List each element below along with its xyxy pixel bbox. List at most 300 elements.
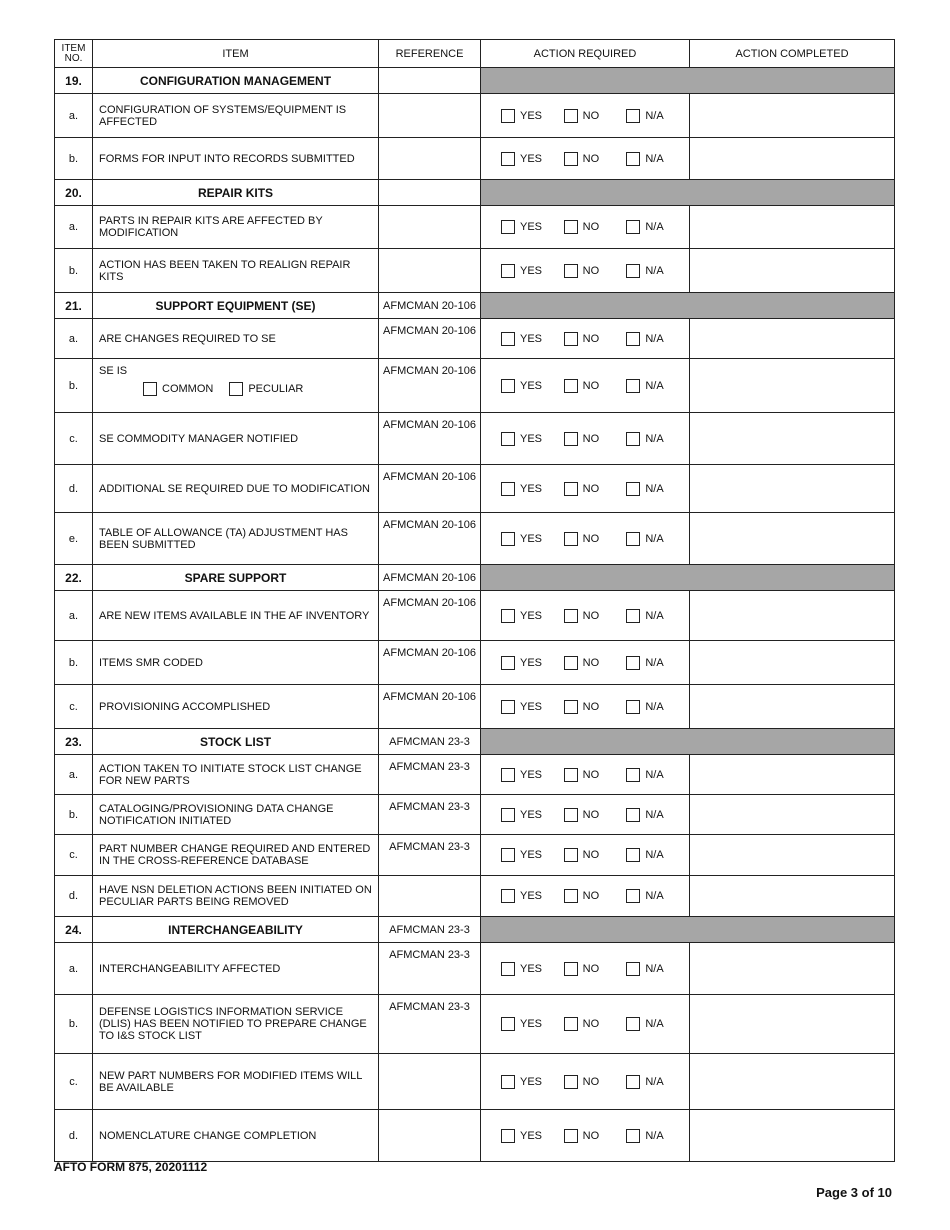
na-option[interactable] xyxy=(626,264,689,278)
yes-no-na-group xyxy=(481,152,689,166)
na-checkbox[interactable] xyxy=(626,1129,640,1143)
yes-option[interactable] xyxy=(501,1075,564,1089)
item-number: b. xyxy=(55,641,93,685)
se-common-checkbox[interactable] xyxy=(143,382,157,396)
reference: AFMCMAN 20-106 xyxy=(379,565,481,591)
item-description: NEW PART NUMBERS FOR MODIFIED ITEMS WILL BE AVAILABLE xyxy=(93,1054,379,1110)
no-option[interactable] xyxy=(564,264,627,278)
yes-checkbox[interactable] xyxy=(501,848,515,862)
na-label: N/A xyxy=(645,379,664,392)
item-number: 21. xyxy=(55,293,93,319)
na-option[interactable] xyxy=(626,656,689,670)
yes-option[interactable] xyxy=(501,332,564,346)
yes-no-na-group xyxy=(481,889,689,903)
item-number: c. xyxy=(55,685,93,729)
reference xyxy=(379,206,481,249)
no-checkbox[interactable] xyxy=(564,700,578,714)
action-required xyxy=(481,138,690,180)
reference: AFMCMAN 20-106 xyxy=(379,513,481,565)
item-description: ACTION HAS BEEN TAKEN TO REALIGN REPAIR KITS xyxy=(93,249,379,293)
no-checkbox[interactable] xyxy=(564,1129,578,1143)
yes-label: YES xyxy=(520,700,543,713)
action-completed-field[interactable] xyxy=(690,591,895,641)
item-description: PROVISIONING ACCOMPLISHED xyxy=(93,685,379,729)
no-option[interactable] xyxy=(564,109,627,123)
na-checkbox[interactable] xyxy=(626,609,640,623)
na-checkbox[interactable] xyxy=(626,700,640,714)
yes-no-na-group xyxy=(481,1017,689,1031)
no-option[interactable] xyxy=(564,220,627,234)
na-label: N/A xyxy=(645,264,664,277)
yes-no-na-group xyxy=(481,962,689,976)
item-number: b. xyxy=(55,795,93,835)
item-description-cell xyxy=(93,359,379,413)
no-option[interactable] xyxy=(564,1075,627,1089)
yes-no-na-group xyxy=(481,532,689,546)
yes-checkbox[interactable] xyxy=(501,962,515,976)
yes-checkbox[interactable] xyxy=(501,768,515,782)
no-label: NO xyxy=(582,808,600,821)
no-option[interactable] xyxy=(564,1017,627,1031)
table-row xyxy=(55,876,895,917)
no-option[interactable] xyxy=(564,432,627,446)
yes-no-na-group xyxy=(481,482,689,496)
no-option[interactable] xyxy=(564,962,627,976)
na-checkbox[interactable] xyxy=(626,848,640,862)
na-checkbox[interactable] xyxy=(626,152,640,166)
yes-checkbox[interactable] xyxy=(501,700,515,714)
shaded-area xyxy=(481,917,895,943)
na-checkbox[interactable] xyxy=(626,109,640,123)
reference xyxy=(379,180,481,206)
no-checkbox[interactable] xyxy=(564,1017,578,1031)
table-row xyxy=(55,249,895,293)
yes-option[interactable] xyxy=(501,1017,564,1031)
table-row xyxy=(55,319,895,359)
na-label: N/A xyxy=(645,332,664,345)
action-required xyxy=(481,795,690,835)
yes-no-na-group xyxy=(481,379,689,393)
no-option[interactable] xyxy=(564,482,627,496)
yes-option[interactable] xyxy=(501,889,564,903)
na-checkbox[interactable] xyxy=(626,656,640,670)
item-number: b. xyxy=(55,249,93,293)
table-row xyxy=(55,1054,895,1110)
yes-label: YES xyxy=(520,609,543,622)
action-required xyxy=(481,641,690,685)
section-title: STOCK LIST xyxy=(93,729,379,755)
na-option[interactable] xyxy=(626,609,689,623)
no-checkbox[interactable] xyxy=(564,1075,578,1089)
table-row xyxy=(55,795,895,835)
na-checkbox[interactable] xyxy=(626,332,640,346)
action-completed-field[interactable] xyxy=(690,943,895,995)
na-checkbox[interactable] xyxy=(626,768,640,782)
action-completed-field[interactable] xyxy=(690,876,895,917)
na-option[interactable] xyxy=(626,152,689,166)
no-label: NO xyxy=(582,609,600,622)
table-row xyxy=(55,835,895,876)
no-label: NO xyxy=(582,379,600,392)
item-number: c. xyxy=(55,1054,93,1110)
item-description: PART NUMBER CHANGE REQUIRED AND ENTERED IN THE CROSS-REFERENCE DATABASE xyxy=(93,835,379,876)
na-checkbox[interactable] xyxy=(626,220,640,234)
yes-checkbox[interactable] xyxy=(501,109,515,123)
yes-option[interactable] xyxy=(501,768,564,782)
yes-label: YES xyxy=(520,849,543,861)
no-checkbox[interactable] xyxy=(564,152,578,166)
yes-label: YES xyxy=(520,890,543,902)
na-option[interactable] xyxy=(626,482,689,496)
yes-label: YES xyxy=(520,432,543,445)
yes-option[interactable] xyxy=(501,962,564,976)
no-checkbox[interactable] xyxy=(564,889,578,903)
no-label: NO xyxy=(582,221,600,233)
yes-no-na-group xyxy=(481,109,689,123)
no-checkbox[interactable] xyxy=(564,656,578,670)
item-number: 23. xyxy=(55,729,93,755)
yes-checkbox[interactable] xyxy=(501,482,515,496)
item-number: 24. xyxy=(55,917,93,943)
no-option[interactable] xyxy=(564,379,627,393)
yes-option[interactable] xyxy=(501,109,564,123)
na-option[interactable] xyxy=(626,432,689,446)
yes-option[interactable] xyxy=(501,1129,564,1143)
action-completed-field[interactable] xyxy=(690,465,895,513)
na-option[interactable] xyxy=(626,808,689,822)
no-option[interactable] xyxy=(564,1129,627,1143)
item-number: d. xyxy=(55,465,93,513)
yes-label: YES xyxy=(520,109,543,122)
yes-checkbox[interactable] xyxy=(501,1075,515,1089)
no-checkbox[interactable] xyxy=(564,768,578,782)
na-label: N/A xyxy=(645,768,664,781)
table-row xyxy=(55,685,895,729)
item-description: ARE CHANGES REQUIRED TO SE xyxy=(93,319,379,359)
item-number: e. xyxy=(55,513,93,565)
action-required xyxy=(481,249,690,293)
yes-checkbox[interactable] xyxy=(501,1129,515,1143)
yes-checkbox[interactable] xyxy=(501,609,515,623)
action-completed-field[interactable] xyxy=(690,413,895,465)
action-required xyxy=(481,206,690,249)
action-required xyxy=(481,465,690,513)
na-option[interactable] xyxy=(626,1017,689,1031)
no-checkbox[interactable] xyxy=(564,532,578,546)
item-number: 20. xyxy=(55,180,93,206)
no-option[interactable] xyxy=(564,152,627,166)
form-id: AFTO FORM 875, 20201112 xyxy=(54,1160,208,1174)
na-option[interactable] xyxy=(626,962,689,976)
reference: AFMCMAN 20-106 xyxy=(379,293,481,319)
yes-checkbox[interactable] xyxy=(501,220,515,234)
na-label: N/A xyxy=(645,1075,664,1088)
item-number: 19. xyxy=(55,68,93,94)
reference xyxy=(379,1110,481,1162)
action-completed-field[interactable] xyxy=(690,359,895,413)
shaded-area xyxy=(481,68,895,94)
action-completed-field[interactable] xyxy=(690,206,895,249)
yes-no-na-group xyxy=(481,808,689,822)
na-option[interactable] xyxy=(626,109,689,123)
no-option[interactable] xyxy=(564,848,627,862)
section-row xyxy=(55,729,895,755)
yes-no-na-group xyxy=(481,1075,689,1089)
na-option[interactable] xyxy=(626,768,689,782)
na-label: N/A xyxy=(645,609,664,622)
reference: AFMCMAN 20-106 xyxy=(379,641,481,685)
yes-checkbox[interactable] xyxy=(501,1017,515,1031)
yes-option[interactable] xyxy=(501,700,564,714)
no-label: NO xyxy=(582,962,600,975)
action-completed-field[interactable] xyxy=(690,755,895,795)
table-row xyxy=(55,206,895,249)
table-row xyxy=(55,1110,895,1162)
na-option[interactable] xyxy=(626,332,689,346)
page-number: Page 3 of 10 xyxy=(816,1185,892,1200)
reference xyxy=(379,1054,481,1110)
yes-no-na-group xyxy=(481,609,689,623)
yes-option[interactable] xyxy=(501,432,564,446)
section-row xyxy=(55,180,895,206)
se-peculiar-option[interactable] xyxy=(229,382,303,396)
action-required xyxy=(481,876,690,917)
yes-label: YES xyxy=(520,656,543,669)
no-label: NO xyxy=(582,890,600,902)
yes-label: YES xyxy=(520,482,543,495)
table-row xyxy=(55,94,895,138)
na-label: N/A xyxy=(645,808,664,821)
yes-no-na-group xyxy=(481,1129,689,1143)
action-required xyxy=(481,94,690,138)
action-completed-field[interactable] xyxy=(690,249,895,293)
na-checkbox[interactable] xyxy=(626,532,640,546)
no-option[interactable] xyxy=(564,768,627,782)
no-option[interactable] xyxy=(564,808,627,822)
na-checkbox[interactable] xyxy=(626,482,640,496)
action-completed-field[interactable] xyxy=(690,513,895,565)
no-label: NO xyxy=(582,1129,600,1142)
reference xyxy=(379,138,481,180)
na-label: N/A xyxy=(645,656,664,669)
yes-label: YES xyxy=(520,1075,543,1088)
item-number: c. xyxy=(55,413,93,465)
item-number: 22. xyxy=(55,565,93,591)
se-common-option[interactable] xyxy=(143,382,213,396)
item-description: PARTS IN REPAIR KITS ARE AFFECTED BY MODIFICATION xyxy=(93,206,379,249)
table-row xyxy=(55,995,895,1054)
table-row xyxy=(55,465,895,513)
no-checkbox[interactable] xyxy=(564,482,578,496)
section-title: SUPPORT EQUIPMENT (SE) xyxy=(93,293,379,319)
na-checkbox[interactable] xyxy=(626,379,640,393)
action-completed-field[interactable] xyxy=(690,319,895,359)
section-title: INTERCHANGEABILITY xyxy=(93,917,379,943)
no-checkbox[interactable] xyxy=(564,109,578,123)
action-completed-field[interactable] xyxy=(690,1110,895,1162)
section-title: CONFIGURATION MANAGEMENT xyxy=(93,68,379,94)
na-checkbox[interactable] xyxy=(626,889,640,903)
item-description: SE IS xyxy=(99,365,128,377)
no-option[interactable] xyxy=(564,332,627,346)
yes-checkbox[interactable] xyxy=(501,656,515,670)
table-row xyxy=(55,413,895,465)
no-label: NO xyxy=(582,152,600,165)
na-checkbox[interactable] xyxy=(626,962,640,976)
no-checkbox[interactable] xyxy=(564,379,578,393)
yes-label: YES xyxy=(520,962,543,975)
action-required xyxy=(481,835,690,876)
no-option[interactable] xyxy=(564,609,627,623)
yes-option[interactable] xyxy=(501,808,564,822)
no-checkbox[interactable] xyxy=(564,962,578,976)
na-option[interactable] xyxy=(626,700,689,714)
no-checkbox[interactable] xyxy=(564,848,578,862)
yes-checkbox[interactable] xyxy=(501,152,515,166)
no-checkbox[interactable] xyxy=(564,609,578,623)
yes-checkbox[interactable] xyxy=(501,889,515,903)
reference xyxy=(379,68,481,94)
yes-label: YES xyxy=(520,221,543,233)
no-label: NO xyxy=(582,1018,600,1030)
action-completed-field[interactable] xyxy=(690,641,895,685)
no-label: NO xyxy=(582,482,600,495)
section-row xyxy=(55,68,895,94)
yes-option[interactable] xyxy=(501,656,564,670)
yes-no-na-group xyxy=(481,700,689,714)
yes-checkbox[interactable] xyxy=(501,808,515,822)
na-option[interactable] xyxy=(626,1129,689,1143)
item-number: a. xyxy=(55,206,93,249)
section-title: SPARE SUPPORT xyxy=(93,565,379,591)
action-completed-field[interactable] xyxy=(690,1054,895,1110)
se-peculiar-checkbox[interactable] xyxy=(229,382,243,396)
no-checkbox[interactable] xyxy=(564,220,578,234)
no-checkbox[interactable] xyxy=(564,808,578,822)
action-completed-field[interactable] xyxy=(690,94,895,138)
no-option[interactable] xyxy=(564,889,627,903)
section-row xyxy=(55,565,895,591)
yes-checkbox[interactable] xyxy=(501,432,515,446)
action-completed-field[interactable] xyxy=(690,795,895,835)
no-checkbox[interactable] xyxy=(564,264,578,278)
na-option[interactable] xyxy=(626,1075,689,1089)
item-description: ARE NEW ITEMS AVAILABLE IN THE AF INVENTORY xyxy=(93,591,379,641)
reference xyxy=(379,249,481,293)
na-label: N/A xyxy=(645,221,664,233)
na-checkbox[interactable] xyxy=(626,432,640,446)
item-description: NOMENCLATURE CHANGE COMPLETION xyxy=(93,1110,379,1162)
na-option[interactable] xyxy=(626,220,689,234)
no-option[interactable] xyxy=(564,532,627,546)
item-number: a. xyxy=(55,943,93,995)
na-label: N/A xyxy=(645,962,664,975)
action-required xyxy=(481,319,690,359)
item-description: CONFIGURATION OF SYSTEMS/EQUIPMENT IS AFFECTED xyxy=(93,94,379,138)
yes-no-na-group xyxy=(481,220,689,234)
no-label: NO xyxy=(582,656,600,669)
no-option[interactable] xyxy=(564,700,627,714)
no-checkbox[interactable] xyxy=(564,432,578,446)
item-description: ADDITIONAL SE REQUIRED DUE TO MODIFICATION xyxy=(93,465,379,513)
na-checkbox[interactable] xyxy=(626,1075,640,1089)
yes-checkbox[interactable] xyxy=(501,332,515,346)
na-option[interactable] xyxy=(626,379,689,393)
yes-label: YES xyxy=(520,264,543,277)
na-option[interactable] xyxy=(626,848,689,862)
item-number: a. xyxy=(55,94,93,138)
item-description: TABLE OF ALLOWANCE (TA) ADJUSTMENT HAS BEEN SUBMITTED xyxy=(93,513,379,565)
reference: AFMCMAN 20-106 xyxy=(379,465,481,513)
yes-option[interactable] xyxy=(501,848,564,862)
shaded-area xyxy=(481,729,895,755)
yes-checkbox[interactable] xyxy=(501,532,515,546)
reference xyxy=(379,876,481,917)
no-label: NO xyxy=(582,849,600,861)
action-completed-field[interactable] xyxy=(690,835,895,876)
yes-option[interactable] xyxy=(501,609,564,623)
action-required xyxy=(481,1054,690,1110)
no-option[interactable] xyxy=(564,656,627,670)
yes-label: YES xyxy=(520,808,543,821)
na-label: N/A xyxy=(645,432,664,445)
se-common-label: COMMON xyxy=(162,383,214,395)
yes-checkbox[interactable] xyxy=(501,264,515,278)
yes-option[interactable] xyxy=(501,152,564,166)
no-checkbox[interactable] xyxy=(564,332,578,346)
no-label: NO xyxy=(582,700,600,713)
checklist-table xyxy=(54,39,895,1162)
yes-option[interactable] xyxy=(501,264,564,278)
action-required xyxy=(481,685,690,729)
reference: AFMCMAN 23-3 xyxy=(379,917,481,943)
item-description: INTERCHANGEABILITY AFFECTED xyxy=(93,943,379,995)
no-label: NO xyxy=(582,532,600,545)
shaded-area xyxy=(481,180,895,206)
na-option[interactable] xyxy=(626,889,689,903)
item-description: CATALOGING/PROVISIONING DATA CHANGE NOTIFICATION INITIATED xyxy=(93,795,379,835)
yes-no-na-group xyxy=(481,332,689,346)
action-completed-field[interactable] xyxy=(690,995,895,1054)
reference xyxy=(379,94,481,138)
item-number: c. xyxy=(55,835,93,876)
na-option[interactable] xyxy=(626,532,689,546)
yes-checkbox[interactable] xyxy=(501,379,515,393)
action-completed-field[interactable] xyxy=(690,685,895,729)
no-label: NO xyxy=(582,432,600,445)
na-checkbox[interactable] xyxy=(626,264,640,278)
yes-option[interactable] xyxy=(501,220,564,234)
na-checkbox[interactable] xyxy=(626,808,640,822)
yes-no-na-group xyxy=(481,656,689,670)
no-label: NO xyxy=(582,1075,600,1088)
item-description: DEFENSE LOGISTICS INFORMATION SERVICE (DLIS) HAS BEEN NOTIFIED TO PREPARE CHANGE TO I&S STOCK LIST xyxy=(93,995,379,1054)
no-label: NO xyxy=(582,109,600,122)
item-number: d. xyxy=(55,1110,93,1162)
reference: AFMCMAN 20-106 xyxy=(379,413,481,465)
yes-option[interactable] xyxy=(501,482,564,496)
se-peculiar-label: PECULIAR xyxy=(248,383,304,395)
action-required xyxy=(481,513,690,565)
na-checkbox[interactable] xyxy=(626,1017,640,1031)
action-completed-field[interactable] xyxy=(690,138,895,180)
yes-option[interactable] xyxy=(501,532,564,546)
reference: AFMCMAN 20-106 xyxy=(379,685,481,729)
section-row xyxy=(55,293,895,319)
item-number: a. xyxy=(55,755,93,795)
yes-option[interactable] xyxy=(501,379,564,393)
reference: AFMCMAN 23-3 xyxy=(379,729,481,755)
